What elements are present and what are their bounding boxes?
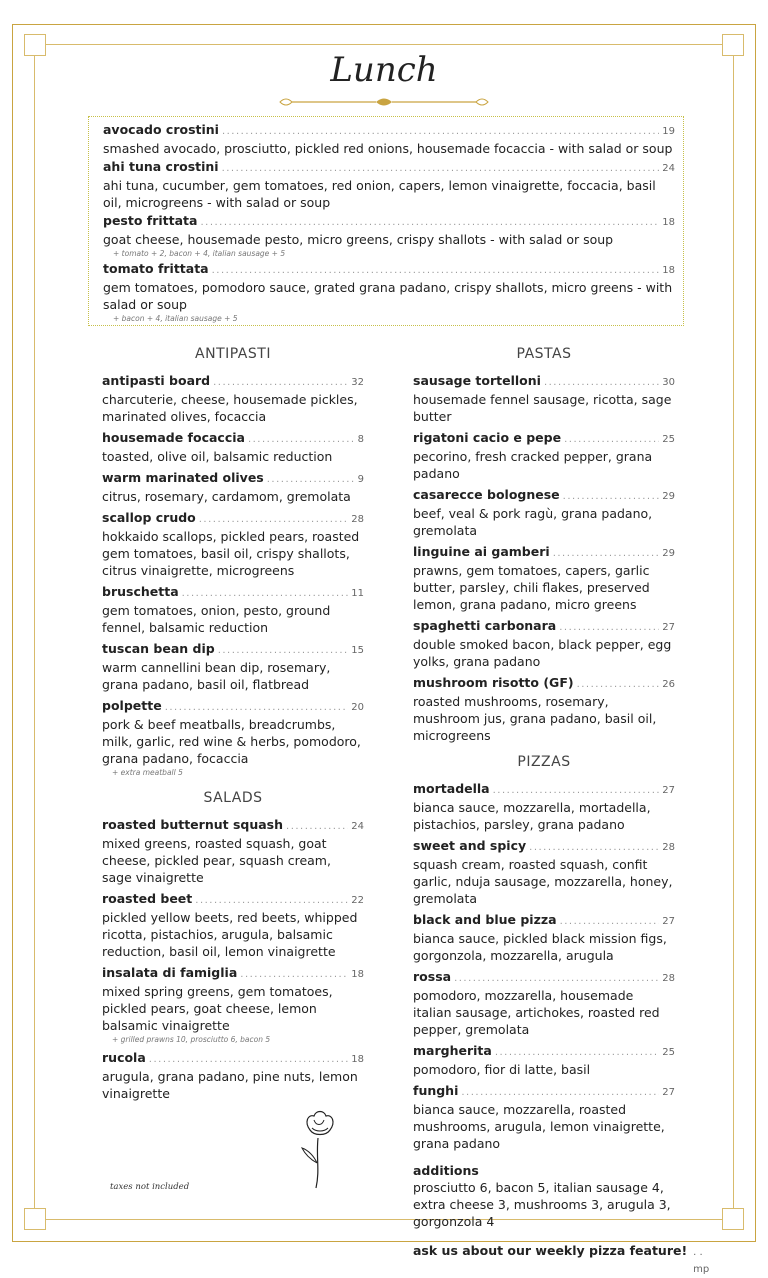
- dot-leader: [222, 123, 659, 140]
- menu-item-name: roasted butternut squash: [102, 817, 284, 832]
- menu-item-row: [413, 486, 675, 505]
- menu-item-desc: charcuterie, cheese, housemade pickles, marinated olives, focaccia: [102, 392, 358, 424]
- dot-leader: [149, 1051, 348, 1068]
- menu-item-addon: + tomato + 2, bacon + 4, italian sausage + 5: [113, 249, 286, 258]
- menu-item-name: margherita: [413, 1043, 492, 1058]
- menu-item-name: housemade focaccia: [102, 430, 245, 445]
- menu-item-desc: citrus, rosemary, cardamom, gremolata: [102, 489, 351, 504]
- menu-item-row: [103, 260, 675, 279]
- menu-item-price: 9: [357, 474, 364, 485]
- taxes-note: taxes not included: [110, 1182, 190, 1192]
- menu-item-desc: squash cream, roasted squash, confit garlic, nduja sausage, mozzarella, honey, gremolata: [413, 857, 673, 906]
- menu-item-row: [413, 837, 675, 856]
- dot-leader: [212, 262, 660, 279]
- menu-item-name: polpette: [102, 698, 162, 713]
- menu-item-row: [103, 212, 675, 231]
- dot-leader: [563, 488, 660, 505]
- salads-list: [102, 816, 364, 1102]
- menu-item-price: 22: [351, 895, 364, 906]
- pizza-additions: [413, 1162, 675, 1230]
- menu-item: [413, 429, 675, 482]
- menu-item: [103, 260, 675, 324]
- dot-leader: [529, 839, 659, 856]
- menu-item-price: 30: [662, 377, 675, 388]
- menu-item: [413, 543, 675, 613]
- dot-leader: [199, 511, 349, 528]
- menu-item-price: 27: [662, 622, 675, 633]
- left-column: [102, 344, 364, 1106]
- flower-sketch-icon: [296, 1108, 340, 1190]
- frame-corner: [24, 1208, 46, 1230]
- menu-item-row: [413, 372, 675, 391]
- menu-item: [413, 617, 675, 670]
- menu-item-name: rigatoni cacio e pepe: [413, 430, 562, 445]
- menu-item-name: sweet and spicy: [413, 838, 527, 853]
- section-heading-pizzas: PIZZAS: [517, 754, 571, 770]
- menu-item-price: 25: [662, 1047, 675, 1058]
- weekly-pizza-feature: [413, 1242, 710, 1278]
- feature-label: ask us about our weekly pizza feature!: [413, 1243, 688, 1258]
- menu-item-price: 26: [662, 679, 675, 690]
- menu-item: [103, 158, 675, 211]
- menu-item-price: 20: [351, 702, 364, 713]
- menu-item-desc: pomodoro, fior di latte, basil: [413, 1062, 591, 1077]
- menu-item-row: [413, 1082, 675, 1101]
- pizzas-list: [413, 780, 675, 1152]
- menu-item-row: [413, 968, 675, 987]
- menu-item: [413, 1082, 675, 1152]
- menu-item-desc: warm cannellini bean dip, rosemary, grana padano, basil oil, flatbread: [102, 660, 331, 692]
- menu-item-desc: mixed greens, roasted squash, goat cheese, pickled pear, squash cream, sage vinaigrette: [102, 836, 331, 885]
- dot-leader: [564, 431, 659, 448]
- menu-item-desc: housemade fennel sausage, ricotta, sage butter: [413, 392, 672, 424]
- feature-price: . . mp: [693, 1247, 710, 1275]
- menu-item-addon: + bacon + 4, italian sausage + 5: [113, 314, 238, 323]
- menu-item-desc: roasted mushrooms, rosemary, mushroom jus, grana padano, basil oil, microgreens: [413, 694, 657, 743]
- dot-leader: [454, 970, 659, 987]
- menu-item: [413, 837, 675, 907]
- menu-item: [103, 121, 675, 157]
- menu-item-name: funghi: [413, 1083, 459, 1098]
- menu-item-price: 18: [662, 217, 675, 228]
- antipasti-list: [102, 372, 364, 778]
- menu-item-desc: arugula, grana padano, pine nuts, lemon vinaigrette: [102, 1069, 358, 1101]
- menu-item: [102, 429, 364, 465]
- menu-item-name: antipasti board: [102, 373, 211, 388]
- menu-item-desc: bianca sauce, pickled black mission figs, gorgonzola, mozzarella, arugula: [413, 931, 667, 963]
- menu-item-name: rucola: [102, 1050, 146, 1065]
- menu-item-row: [102, 890, 364, 909]
- additions-desc: prosciutto 6, bacon 5, italian sausage 4, extra cheese 3, mushrooms 3, arugula 3, gorgonzola 4: [413, 1180, 671, 1229]
- menu-item-name: pesto frittata: [103, 213, 198, 228]
- menu-item-row: [413, 1042, 675, 1061]
- dot-leader: [544, 374, 659, 391]
- menu-item: [413, 1042, 675, 1078]
- menu-item-price: 18: [662, 265, 675, 276]
- menu-item: [102, 816, 364, 886]
- menu-item-desc: gem tomatoes, onion, pesto, ground fennel, balsamic reduction: [102, 603, 331, 635]
- menu-item-desc: pomodoro, mozzarella, housemade italian sausage, artichokes, roasted red pepper, gremolata: [413, 988, 660, 1037]
- menu-item: [413, 780, 675, 833]
- menu-item-desc: mixed spring greens, gem tomatoes, pickled pears, goat cheese, lemon balsamic vinaigrette: [102, 984, 333, 1033]
- menu-item-name: casarecce bolognese: [413, 487, 560, 502]
- menu-item-row: [102, 429, 364, 448]
- menu-item-desc: prawns, gem tomatoes, capers, garlic butter, parsley, chili flakes, preserved lemon, grana padano, micro greens: [413, 563, 650, 612]
- menu-item-desc: double smoked bacon, black pepper, egg yolks, grana padano: [413, 637, 672, 669]
- menu-item-desc: goat cheese, housemade pesto, micro greens, crispy shallots - with salad or soup: [103, 232, 614, 247]
- menu-item: [102, 583, 364, 636]
- menu-item-price: 28: [662, 973, 675, 984]
- menu-item: [102, 469, 364, 505]
- dot-leader: [495, 1044, 659, 1061]
- menu-item-row: [102, 697, 364, 716]
- additions-title: additions: [413, 1163, 479, 1178]
- menu-item: [102, 372, 364, 425]
- dot-leader: [240, 966, 348, 983]
- dot-leader: [222, 160, 660, 177]
- menu-item-row: [103, 121, 675, 140]
- dot-leader: [493, 782, 660, 799]
- dot-leader: [248, 431, 355, 448]
- section-heading-pastas: PASTAS: [516, 346, 572, 362]
- menu-item-name: mushroom risotto (GF): [413, 675, 574, 690]
- menu-item: [413, 674, 675, 744]
- menu-item-price: 25: [662, 434, 675, 445]
- menu-item-price: 28: [351, 514, 364, 525]
- menu-item: [413, 968, 675, 1038]
- menu-item-price: 8: [357, 434, 364, 445]
- menu-item-desc: pickled yellow beets, red beets, whipped ricotta, pistachios, arugula, balsamic reduction, basil oil, lemon vinaigrette: [102, 910, 358, 959]
- menu-item-row: [413, 617, 675, 636]
- menu-item: [102, 697, 364, 778]
- dot-leader: [213, 374, 348, 391]
- menu-item-name: black and blue pizza: [413, 912, 557, 927]
- menu-item-price: 19: [662, 126, 675, 137]
- dot-leader: [200, 214, 659, 231]
- section-heading-salads: SALADS: [203, 790, 263, 806]
- menu-item-name: rossa: [413, 969, 452, 984]
- menu-item-row: [102, 1049, 364, 1068]
- menu-item-price: 27: [662, 785, 675, 796]
- menu-item-desc: beef, veal & pork ragù, grana padano, gremolata: [413, 506, 653, 538]
- lunch-specials-box: [88, 116, 684, 326]
- menu-item-desc: smashed avocado, prosciutto, pickled red onions, housemade focaccia - with salad or soup: [103, 141, 673, 156]
- menu-item-price: 24: [662, 163, 675, 174]
- menu-item-price: 27: [662, 916, 675, 927]
- menu-item-row: [102, 469, 364, 488]
- menu-item-price: 28: [662, 842, 675, 853]
- menu-item-price: 29: [662, 491, 675, 502]
- menu-item-name: tomato frittata: [103, 261, 209, 276]
- frame-corner: [722, 1208, 744, 1230]
- menu-item-row: [103, 158, 675, 177]
- ornament-flourish-icon: [276, 95, 492, 109]
- menu-item-name: tuscan bean dip: [102, 641, 215, 656]
- menu-item: [103, 212, 675, 259]
- menu-item-row: [102, 816, 364, 835]
- menu-item-desc: hokkaido scallops, pickled pears, roasted gem tomatoes, basil oil, crispy shallots, citrus vinaigrette, microgreens: [102, 529, 360, 578]
- menu-item-price: 15: [351, 645, 364, 656]
- menu-item-desc: bianca sauce, mozzarella, mortadella, pistachios, parsley, grana padano: [413, 800, 651, 832]
- menu-item-price: 18: [351, 1054, 364, 1065]
- dot-leader: [461, 1084, 659, 1101]
- menu-item-row: [413, 543, 675, 562]
- right-column: [413, 344, 710, 1278]
- menu-item-row: [413, 674, 675, 693]
- menu-item-name: bruschetta: [102, 584, 179, 599]
- menu-item-row: [413, 911, 675, 930]
- dot-leader: [559, 619, 659, 636]
- dot-leader: [577, 676, 660, 693]
- menu-item-row: [102, 583, 364, 602]
- menu-item-name: mortadella: [413, 781, 490, 796]
- menu-item-row: [413, 429, 675, 448]
- menu-item: [102, 640, 364, 693]
- menu-item-name: spaghetti carbonara: [413, 618, 557, 633]
- menu-item: [102, 509, 364, 579]
- menu-item-price: 27: [662, 1087, 675, 1098]
- menu-item-name: avocado crostini: [103, 122, 219, 137]
- dot-leader: [195, 892, 348, 909]
- menu-item-price: 29: [662, 548, 675, 559]
- dot-leader: [165, 699, 349, 716]
- menu-item-row: [413, 780, 675, 799]
- menu-item-addon: + grilled prawns 10, prosciutto 6, bacon 5: [112, 1035, 271, 1044]
- menu-item-row: [102, 964, 364, 983]
- menu-item-row: [102, 640, 364, 659]
- menu-item: [102, 890, 364, 960]
- menu-item-name: roasted beet: [102, 891, 193, 906]
- section-heading-antipasti: ANTIPASTI: [195, 346, 271, 362]
- menu-item-name: scallop crudo: [102, 510, 196, 525]
- menu-item: [413, 911, 675, 964]
- dot-leader: [560, 913, 660, 930]
- menu-item-name: insalata di famiglia: [102, 965, 238, 980]
- menu-item-desc: gem tomatoes, pomodoro sauce, grated grana padano, crispy shallots, micro greens - with salad or soup: [103, 280, 673, 312]
- dot-leader: [553, 545, 660, 562]
- menu-item-desc: pecorino, fresh cracked pepper, grana padano: [413, 449, 653, 481]
- menu-item-name: sausage tortelloni: [413, 373, 541, 388]
- menu-item-price: 18: [351, 969, 364, 980]
- menu-item-row: [102, 509, 364, 528]
- menu-item-desc: ahi tuna, cucumber, gem tomatoes, red onion, capers, lemon vinaigrette, foccacia, basil oil, microgreens - with salad or soup: [103, 178, 656, 210]
- menu-item-name: warm marinated olives: [102, 470, 264, 485]
- pastas-list: [413, 372, 675, 744]
- menu-item: [413, 486, 675, 539]
- page-title: Lunch: [330, 50, 438, 90]
- menu-item-name: linguine ai gamberi: [413, 544, 550, 559]
- dot-leader: [267, 471, 355, 488]
- dot-leader: [182, 585, 349, 602]
- menu-item-addon: + extra meatball 5: [112, 768, 183, 777]
- menu-item: [102, 1049, 364, 1102]
- menu-item-price: 11: [351, 588, 364, 599]
- menu-item-price: 24: [351, 821, 364, 832]
- menu-item-desc: toasted, olive oil, balsamic reduction: [102, 449, 333, 464]
- dot-leader: [218, 642, 349, 659]
- dot-leader: [286, 818, 348, 835]
- menu-item: [102, 964, 364, 1045]
- menu-item-desc: pork & beef meatballs, breadcrumbs, milk, garlic, red wine & herbs, pomodoro, grana padano, focaccia: [102, 717, 361, 766]
- menu-item-desc: bianca sauce, mozzarella, roasted mushrooms, arugula, lemon vinaigrette, grana padano: [413, 1102, 665, 1151]
- menu-item-price: 32: [351, 377, 364, 388]
- menu-item-row: [102, 372, 364, 391]
- menu-item: [413, 372, 675, 425]
- menu-item-name: ahi tuna crostini: [103, 159, 219, 174]
